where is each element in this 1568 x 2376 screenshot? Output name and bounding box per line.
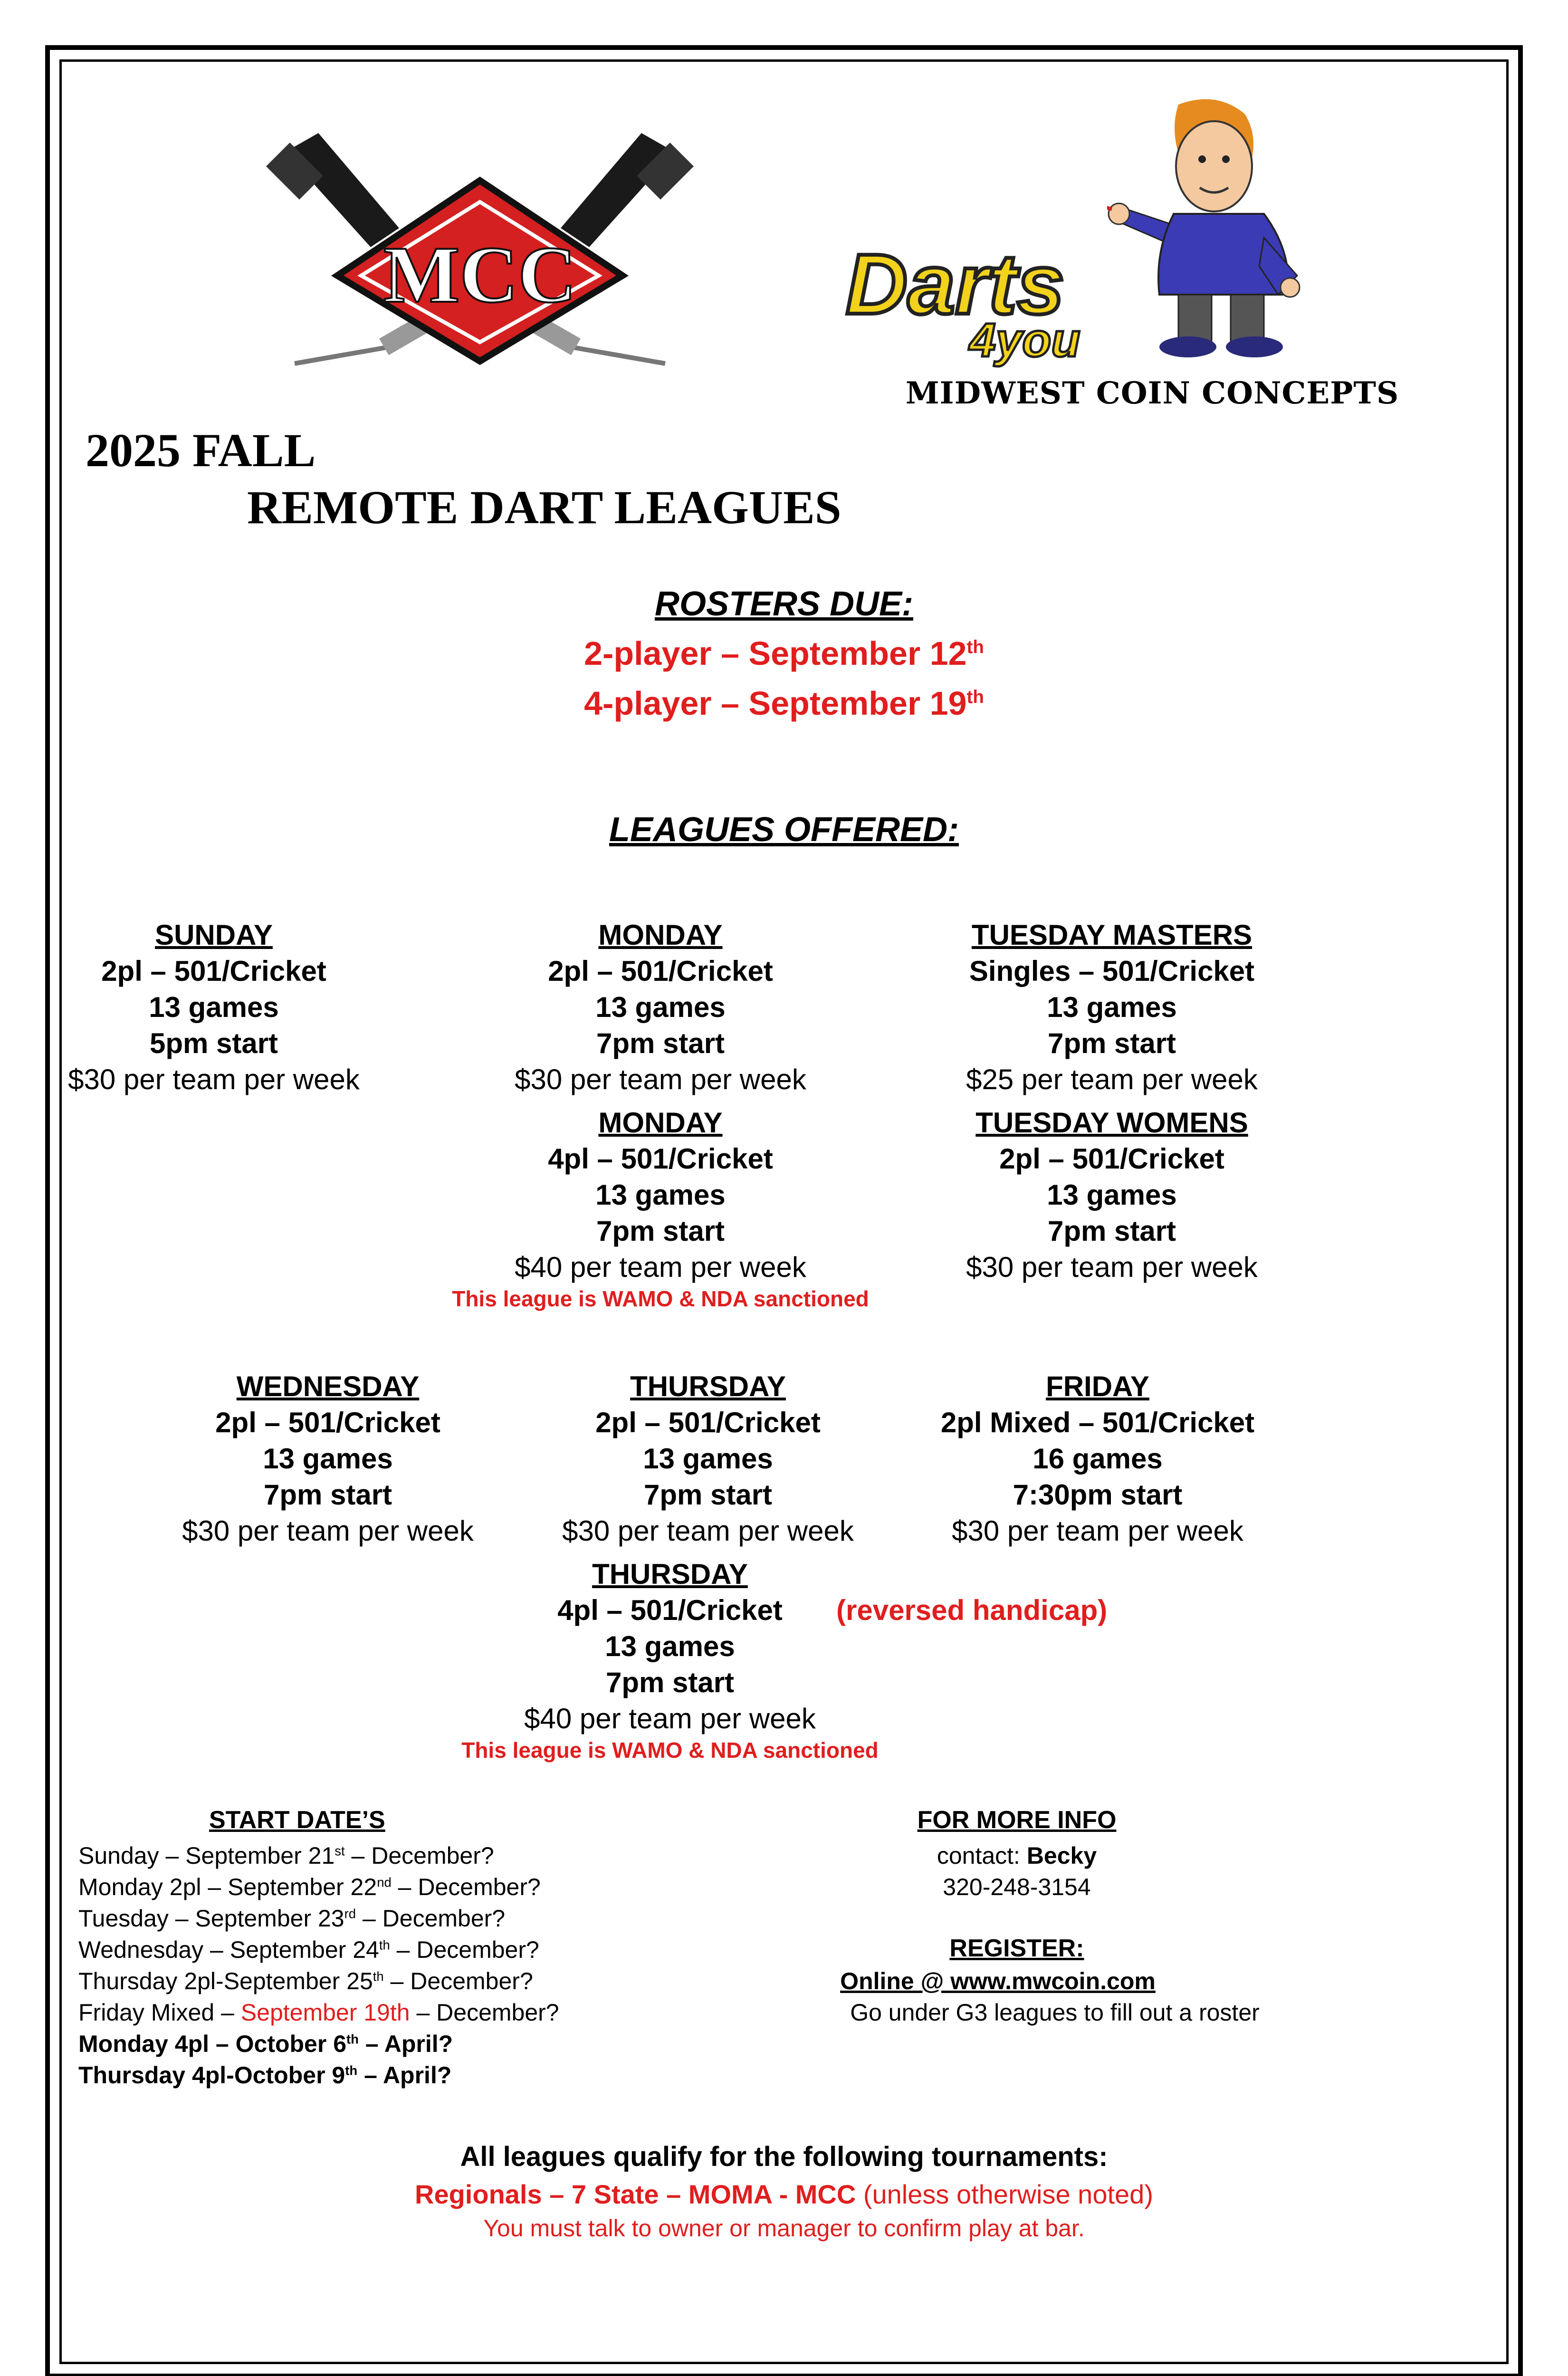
rosters-heading: ROSTERS DUE: — [654, 585, 914, 623]
list-item: Monday 2pl – September 22nd – December? — [78, 1874, 541, 1900]
register-note: Go under G3 leagues to fill out a roster — [850, 1999, 1260, 2026]
league-monday-2pl: MONDAY 2pl – 501/Cricket 13 games 7pm start $30 per team per week — [515, 919, 806, 1095]
list-item: Monday 4pl – October 6th – April? — [78, 2031, 453, 2057]
confirm-play-note: You must talk to owner or manager to confirm play at bar. — [483, 2215, 1085, 2242]
darts4you-logo — [841, 233, 1117, 375]
list-item: Sunday – September 21st – December? — [78, 1842, 494, 1869]
roster-due-4player: 4-player – September 19th — [584, 685, 984, 722]
more-info-heading: FOR MORE INFO — [917, 1806, 1117, 1834]
svg-text:4you: 4you — [969, 314, 1080, 367]
title-main: REMOTE DART LEAGUES — [247, 481, 841, 534]
league-monday-4pl: MONDAY 4pl – 501/Cricket 13 games 7pm start $40 per team per week This league is WAMO & NDA sanctioned — [428, 1105, 893, 1312]
contact-line: contact: Becky — [937, 1842, 1097, 1869]
svg-text:MCC: MCC — [383, 230, 576, 319]
title-year-season: 2025 FALL — [86, 424, 316, 477]
league-thursday-4pl: THURSDAY 4pl – 501/Cricket (reversed handicap) 13 games 7pm start $40 per team per week This league is WAMO & NDA sanctioned — [428, 1556, 1140, 1763]
league-day: SUNDAY — [155, 919, 273, 951]
roster-due-2player: 2-player – September 12th — [584, 635, 984, 672]
league-wednesday: WEDNESDAY 2pl – 501/Cricket 13 games 7pm start $30 per team per week — [182, 1370, 474, 1547]
league-thursday-2pl: THURSDAY 2pl – 501/Cricket 13 games 7pm start $30 per team per week — [562, 1370, 854, 1547]
list-item: Wednesday – September 24th – December? — [78, 1936, 539, 1963]
company-name: MIDWEST COIN CONCEPTS — [905, 375, 1399, 411]
register-link[interactable]: Online @ www.mwcoin.com — [840, 1968, 1156, 1994]
tournaments-line: All leagues qualify for the following tournaments: — [460, 2141, 1108, 2172]
contact-phone: 320-248-3154 — [943, 1874, 1091, 1900]
sanction-note: This league is WAMO & NDA sanctioned — [452, 1286, 869, 1311]
start-dates-heading: START DATE’S — [209, 1806, 385, 1834]
list-item: Tuesday – September 23rd – December? — [78, 1905, 506, 1932]
register-heading: REGISTER: — [949, 1935, 1084, 1962]
reversed-handicap-note: (reversed handicap) — [836, 1594, 1108, 1626]
svg-text:Darts: Darts — [846, 237, 1065, 332]
league-friday: FRIDAY 2pl Mixed – 501/Cricket 16 games 7:30pm start $30 per team per week — [940, 1370, 1255, 1547]
league-tuesday-masters: TUESDAY MASTERS Singles – 501/Cricket 13 games 7pm start $25 per team per week — [966, 919, 1258, 1095]
league-sunday: SUNDAY 2pl – 501/Cricket 13 games 5pm start $30 per team per week — [57, 917, 371, 1098]
league-tuesday-womens: TUESDAY WOMENS 2pl – 501/Cricket 13 games 7pm start $30 per team per week — [966, 1107, 1258, 1283]
mcc-logo — [257, 124, 703, 371]
leagues-heading: LEAGUES OFFERED: — [609, 811, 959, 849]
start-dates-list — [78, 1840, 559, 2091]
sanction-note: This league is WAMO & NDA sanctioned — [461, 1738, 879, 1763]
tournaments-list: Regionals – 7 State – MOMA - MCC (unless otherwise noted) — [415, 2179, 1153, 2209]
list-item: Thursday 4pl-October 9th – April? — [78, 2062, 452, 2089]
dart-player-mascot-icon — [1107, 95, 1330, 361]
list-item: Friday Mixed – September 19th – December? — [78, 1999, 559, 2026]
list-item: Thursday 2pl-September 25th – December? — [78, 1968, 533, 1994]
